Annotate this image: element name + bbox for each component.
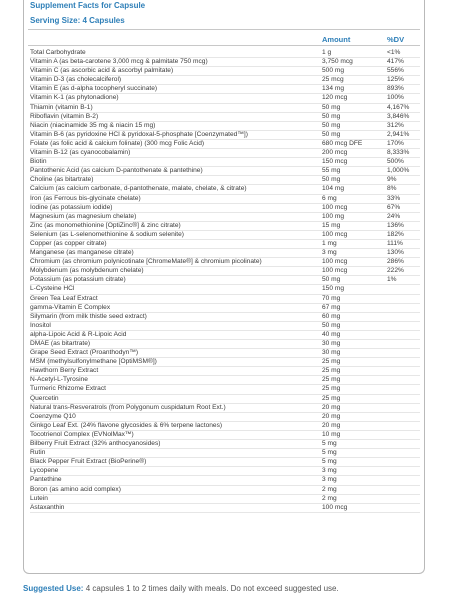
nutrient-amount: 5 mg: [322, 440, 337, 448]
table-row: [30, 113, 420, 122]
column-header-amount: Amount: [322, 35, 351, 44]
nutrient-amount: 3,750 mcg: [322, 58, 353, 66]
nutrient-daily-value: 111%: [387, 239, 403, 247]
table-row: [30, 458, 420, 467]
table-row: [30, 358, 420, 367]
nutrient-amount: 100 mg: [322, 212, 344, 220]
nutrient-daily-value: 67%: [387, 203, 401, 211]
nutrient-amount: 25 mcg: [322, 76, 344, 84]
nutrient-name: DMAE (as bitartrate): [30, 340, 91, 347]
suggested-use: [23, 584, 446, 593]
nutrient-daily-value: 222%: [387, 267, 404, 275]
nutrient-amount: 50 mg: [322, 321, 341, 329]
table-row: [30, 504, 420, 513]
nutrient-daily-value: 4,167%: [387, 103, 410, 111]
nutrient-daily-value: 125%: [387, 76, 404, 84]
nutrient-daily-value: 286%: [387, 258, 404, 266]
nutrient-name: alpha-Lipoic Acid & R-Lipoic Acid: [30, 330, 127, 338]
table-row: [30, 395, 420, 404]
nutrient-amount: 20 mg: [322, 403, 341, 411]
nutrient-name: gamma-Vitamin E Complex: [30, 303, 111, 311]
table-row: [30, 131, 420, 140]
nutrient-amount: 100 mcg: [322, 230, 348, 238]
nutrient-name: Vitamin C (as ascorbic acid & ascorbyl palmitate): [30, 67, 174, 75]
table-row: [30, 167, 420, 176]
nutrient-name: Rutin: [30, 449, 46, 457]
nutrient-amount: 100 mcg: [322, 503, 348, 511]
nutrient-amount: 50 mg: [322, 112, 341, 120]
nutrient-daily-value: 3,846%: [387, 112, 410, 120]
table-row: [30, 204, 420, 213]
nutrient-daily-value: 33%: [387, 194, 401, 202]
nutrient-amount: 15 mg: [322, 221, 341, 229]
nutrient-name: Lutein: [30, 494, 48, 502]
table-row: [30, 449, 420, 458]
nutrient-name: Tocotrienol Complex (EVNolMax™): [30, 430, 134, 438]
nutrient-name: Lycopene: [30, 467, 59, 475]
nutrient-amount: 200 mcg: [322, 149, 348, 157]
nutrient-name: Quercetin: [30, 394, 59, 402]
nutrient-amount: 25 mg: [322, 385, 341, 393]
suggested-use-label: Suggested Use:: [23, 584, 84, 593]
nutrient-name: Vitamin E (as d-alpha tocopheryl succinate): [30, 85, 158, 93]
table-row: [30, 76, 420, 85]
table-row: [30, 304, 420, 313]
nutrient-amount: 25 mg: [322, 376, 341, 384]
nutrient-amount: 60 mg: [322, 312, 341, 320]
nutrient-name: Magnesium (as magnesium chelate): [30, 212, 137, 220]
table-row: [30, 267, 420, 276]
supplement-facts-panel: [23, 0, 425, 574]
table-row: [30, 94, 420, 103]
table-row: [30, 213, 420, 222]
table-row: [30, 331, 420, 340]
nutrient-daily-value: 182%: [387, 230, 404, 238]
nutrient-amount: 50 mg: [322, 103, 341, 111]
nutrient-name: Folate (as folic acid & calcium folinate) (300 mcg Folic Acid): [30, 139, 205, 147]
nutrient-daily-value: 312%: [387, 121, 404, 129]
nutrient-amount: 3 mg: [322, 249, 337, 257]
nutrient-amount: 1 g: [322, 49, 332, 56]
nutrient-name: L-Cysteine HCl: [30, 285, 75, 293]
nutrient-name: Vitamin K-1 (as phytonadione): [30, 94, 119, 102]
table-row: [30, 413, 420, 422]
nutrient-name: Copper (as copper citrate): [30, 239, 107, 247]
nutrient-daily-value: 500%: [387, 158, 404, 166]
table-row: [30, 486, 420, 495]
table-row: [30, 440, 420, 449]
nutrient-name: N-Acetyl-L-Tyrosine: [30, 376, 88, 384]
column-header-divider: [28, 45, 420, 46]
table-row: [30, 67, 420, 76]
nutrient-amount: 67 mg: [322, 303, 341, 311]
nutrient-amount: 30 mg: [322, 340, 341, 347]
nutrient-name: Biotin: [30, 158, 47, 166]
table-row: [30, 431, 420, 440]
nutrient-name: Potassium (as potassium citrate): [30, 276, 126, 284]
nutrient-name: Vitamin B-6 (as pyridoxine HCl & pyridoxal-5-phosphate [Coenzymated™]): [30, 130, 248, 138]
nutrient-amount: 150 mcg: [322, 158, 348, 166]
table-row: [30, 322, 420, 331]
table-row: [30, 104, 420, 113]
table-row: [30, 122, 420, 131]
nutrient-amount: 5 mg: [322, 449, 337, 457]
table-row: [30, 140, 420, 149]
nutrient-amount: 20 mg: [322, 421, 341, 429]
table-row: [30, 376, 420, 385]
nutrient-name: Vitamin B-12 (as cyanocobalamin): [30, 149, 131, 157]
nutrient-daily-value: 1,000%: [387, 167, 410, 175]
nutrient-amount: 100 mcg: [322, 267, 348, 275]
nutrient-amount: 20 mg: [322, 412, 341, 420]
nutrient-amount: 25 mg: [322, 367, 341, 375]
nutrient-daily-value: 9%: [387, 176, 397, 184]
nutrient-daily-value: 24%: [387, 212, 401, 220]
table-row: [30, 58, 420, 67]
nutrient-name: Niacin (niacinamide 35 mg & niacin 15 mg): [30, 121, 156, 129]
nutrient-daily-value: 8,333%: [387, 149, 410, 157]
nutrient-daily-value: 136%: [387, 221, 404, 229]
table-row: [30, 85, 420, 94]
table-row: [30, 149, 420, 158]
nutrient-amount: 100 mcg: [322, 203, 348, 211]
table-row: [30, 422, 420, 431]
nutrient-name: Chromium (as chromium polynicotinate [ChromeMate®] & chromium picolinate): [30, 258, 262, 266]
nutrient-daily-value: 8%: [387, 185, 397, 193]
table-row: [30, 367, 420, 376]
nutrient-amount: 120 mcg: [322, 94, 348, 102]
table-row: [30, 49, 420, 58]
nutrient-name: Vitamin D-3 (as cholecalciferol): [30, 76, 122, 84]
nutrient-amount: 70 mg: [322, 294, 341, 302]
nutrient-name: Coenzyme Q10: [30, 412, 76, 420]
nutrient-daily-value: 130%: [387, 249, 404, 257]
nutrient-amount: 3 mg: [322, 476, 337, 484]
nutrient-name: Zinc (as monomethionine [OptiZinc®] & zinc citrate): [30, 221, 181, 229]
nutrient-daily-value: 417%: [387, 58, 404, 66]
nutrient-amount: 30 mg: [322, 349, 341, 357]
nutrient-amount: 5 mg: [322, 458, 337, 466]
nutrient-amount: 134 mg: [322, 85, 344, 93]
table-row: [30, 158, 420, 167]
nutrient-name: Grape Seed Extract (Proanthodyn™): [30, 349, 139, 357]
serving-size: Serving Size: 4 Capsules: [30, 16, 125, 25]
nutrient-amount: 50 mg: [322, 176, 341, 184]
table-row: [30, 467, 420, 476]
nutrient-amount: 6 mg: [322, 194, 337, 202]
table-row: [30, 495, 420, 504]
nutrient-name: Molybdenum (as molybdenum chelate): [30, 267, 144, 275]
table-row: [30, 285, 420, 294]
nutrient-amount: 40 mg: [322, 330, 341, 338]
table-row: [30, 195, 420, 204]
nutrient-name: Iodine (as potassium iodide): [30, 203, 113, 211]
nutrient-daily-value: 100%: [387, 94, 404, 102]
table-row: [30, 185, 420, 194]
nutrient-name: Astaxanthin: [30, 503, 65, 511]
nutrient-name: Green Tea Leaf Extract: [30, 294, 98, 302]
nutrient-amount: 500 mg: [322, 67, 344, 75]
nutrient-name: Black Pepper Fruit Extract (BioPerine®): [30, 458, 147, 466]
nutrient-amount: 150 mg: [322, 285, 344, 293]
nutrient-name: Vitamin A (as beta-carotene 3,000 mcg & palmitate 750 mcg): [30, 58, 208, 66]
nutrient-amount: 100 mcg: [322, 258, 348, 266]
nutrient-amount: 50 mg: [322, 276, 341, 284]
nutrient-name: MSM (methylsulfonylmethane [OptiMSM®]): [30, 358, 157, 366]
nutrient-daily-value: <1%: [387, 49, 401, 56]
nutrient-name: Inositol: [30, 321, 51, 329]
nutrient-amount: 2 mg: [322, 494, 337, 502]
nutrient-name: Selenium (as L-selenomethionine & sodium selenite): [30, 230, 184, 238]
nutrient-daily-value: 893%: [387, 85, 404, 93]
nutrient-amount: 25 mg: [322, 358, 341, 366]
table-row: [30, 258, 420, 267]
nutrient-amount: 10 mg: [322, 430, 341, 438]
column-header-dv: %DV: [387, 35, 405, 44]
nutrient-name: Bilberry Fruit Extract (32% anthocyanosides): [30, 440, 161, 448]
nutrient-name: Turmeric Rhizome Extract: [30, 385, 106, 393]
table-row: [30, 276, 420, 285]
nutrient-daily-value: 1%: [387, 276, 397, 284]
table-row: [30, 231, 420, 240]
nutrient-amount: 50 mg: [322, 121, 341, 129]
nutrient-name: Choline (as bitartrate): [30, 176, 94, 184]
table-row: [30, 176, 420, 185]
suggested-use-text: 4 capsules 1 to 2 times daily with meals. Do not exceed suggested use.: [83, 584, 339, 593]
nutrient-name: Silymarin (from milk thistle seed extract): [30, 312, 147, 320]
nutrient-name: Total Carbohydrate: [30, 49, 86, 56]
nutrient-amount: 2 mg: [322, 485, 337, 493]
nutrient-name: Thiamin (vitamin B-1): [30, 103, 93, 111]
nutrient-amount: 1 mg: [322, 239, 337, 247]
nutrient-name: Iron (as Ferrous bis-glycinate chelate): [30, 194, 141, 202]
table-row: [30, 313, 420, 322]
nutrient-name: Natural trans-Resveratrols (from Polygonum cuspidatum Root Ext.): [30, 403, 226, 411]
nutrient-daily-value: 170%: [387, 139, 404, 147]
nutrient-name: Boron (as amino acid complex): [30, 485, 121, 493]
nutrient-amount: 55 mg: [322, 167, 341, 175]
table-row: [30, 295, 420, 304]
nutrient-amount: 680 mcg DFE: [322, 139, 363, 147]
header-divider: [28, 29, 420, 30]
table-row: [30, 349, 420, 358]
nutrient-name: Calcium (as calcium carbonate, d-pantothenate, malate, chelate, & citrate): [30, 185, 247, 193]
nutrient-table: [30, 49, 420, 513]
table-row: [30, 340, 420, 349]
nutrient-daily-value: 2,941%: [387, 130, 410, 138]
nutrient-name: Manganese (as manganese citrate): [30, 249, 134, 257]
table-row: [30, 240, 420, 249]
panel-title: Supplement Facts for Capsule: [30, 1, 146, 10]
table-row: [30, 476, 420, 485]
table-row: [30, 222, 420, 231]
nutrient-name: Ginkgo Leaf Ext. (24% flavone glycosides & 6% terpene lactones): [30, 421, 223, 429]
nutrient-name: Pantethine: [30, 476, 62, 484]
nutrient-name: Hawthorn Berry Extract: [30, 367, 99, 375]
nutrient-daily-value: 556%: [387, 67, 404, 75]
nutrient-amount: 3 mg: [322, 467, 337, 475]
nutrient-name: Riboflavin (vitamin B-2): [30, 112, 99, 120]
table-row: [30, 249, 420, 258]
nutrient-amount: 50 mg: [322, 130, 341, 138]
table-row: [30, 385, 420, 394]
table-row: [30, 404, 420, 413]
nutrient-amount: 25 mg: [322, 394, 341, 402]
nutrient-name: Pantothenic Acid (as calcium D-pantothenate & pantethine): [30, 167, 203, 175]
nutrient-amount: 104 mg: [322, 185, 344, 193]
